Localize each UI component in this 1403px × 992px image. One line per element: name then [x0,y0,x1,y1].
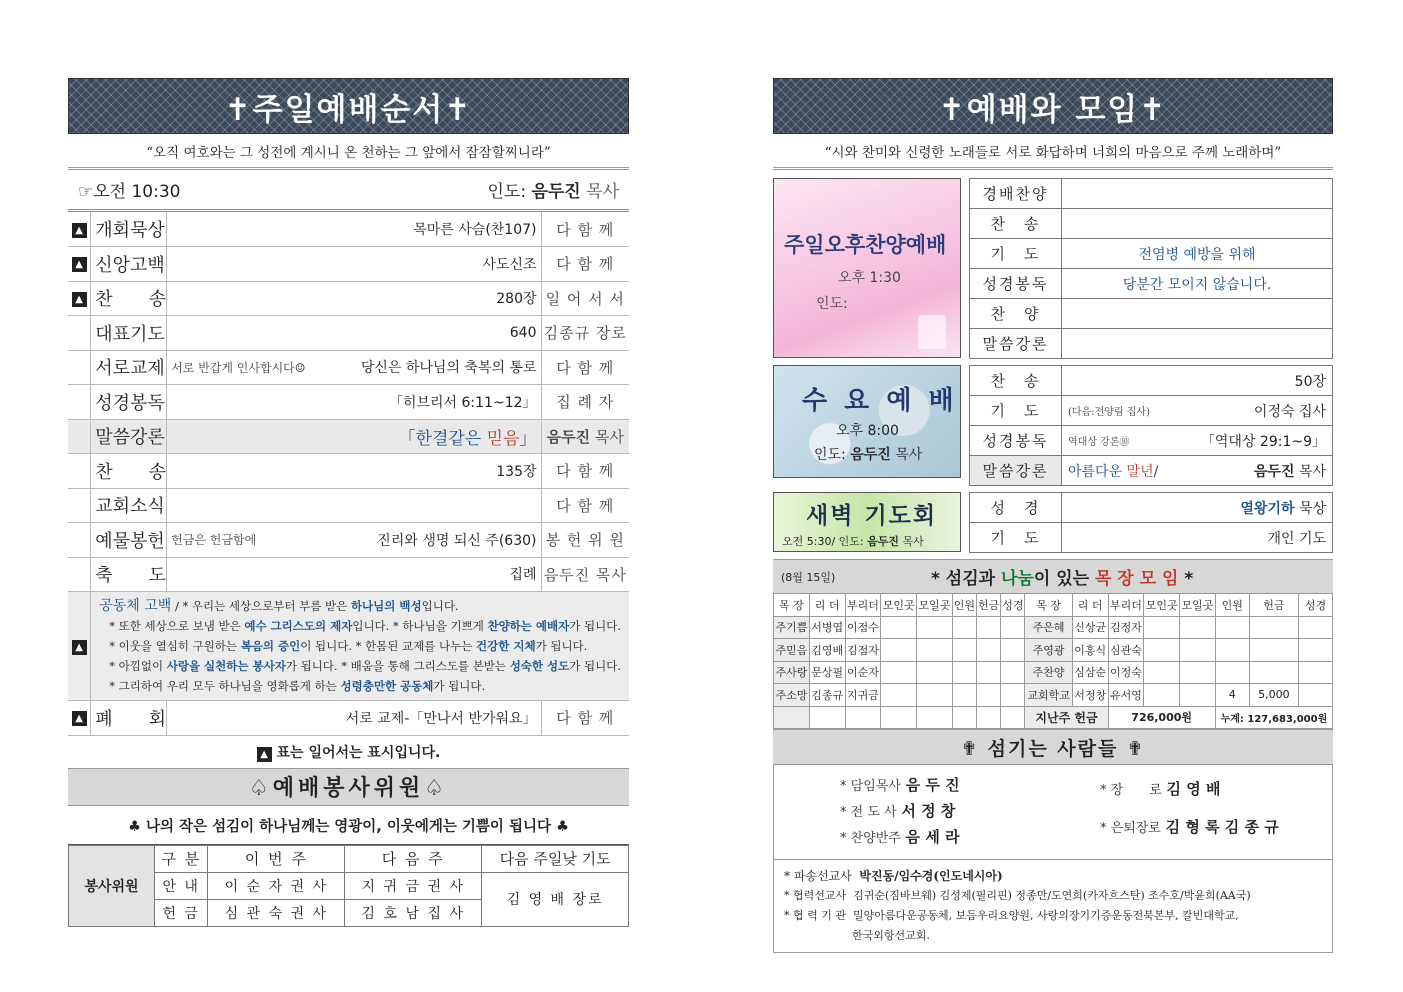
worship-order-banner: ✝주일예배순서✝ [68,78,629,134]
order-who: 다 함 께 [541,488,629,523]
wednesday-title: 수 요 예 배 [802,386,958,416]
order-name: 예물봉헌 [91,523,167,558]
serve-cell: 심 관 숙 권 사 [208,899,345,926]
order-row [68,281,629,316]
serve-table [68,845,629,927]
servers-title: ✟ 섬기는 사람들 ✟ [773,729,1333,765]
order-who: 집 례 자 [541,385,629,420]
order-content-right: 진리와 생명 되신 주(630) [377,532,537,549]
order-who: 다 함 께 [541,454,629,489]
afternoon-time: 오후 1:30 [838,270,901,286]
afternoon-row: 성경봉독 당분간 모이지 않습니다. [970,269,1333,299]
order-row [68,523,629,558]
afternoon-row: 찬 양 [970,299,1333,329]
server-item: * 찬양반주 음 세 라 [840,828,960,846]
order-who: 다 함 께 [541,350,629,385]
serve-header: 다음 주일낮 기도 [482,845,629,872]
offering-total-row: 지난주 헌금 726,000원 누계: 127,683,000원 [774,706,1333,729]
sermon-title-a: 한결같은 [415,428,482,449]
order-who: 음두진 목사 [541,557,629,592]
right-page [773,78,1333,953]
order-who: 일 어 서 서 [541,281,629,316]
order-content-right: 사도신조 [482,256,537,273]
next-prayer: 김 영 배 장로 [482,872,629,926]
order-who: 봉 헌 위 원 [541,523,629,558]
serve-cell: 안 내 [155,872,208,899]
afternoon-title: 주일오후찬양예배 [784,233,947,257]
standing-icon: ▲ [72,223,87,238]
groups-row: 주사랑 문상필 이순자 주찬양 심삼순 이정숙 [774,661,1333,684]
serve-cell: 헌 금 [155,899,208,926]
serve-title: ♤예배봉사위원♤ [68,768,629,806]
order-name: 성경봉독 [91,385,167,420]
standing-icon: ▲ [72,640,87,655]
order-name: 서로교제 [91,350,167,385]
worship-order-table [68,212,629,736]
order-content-right: 135장 [496,463,537,480]
order-name: 개회묵상 [91,212,167,247]
groups-header: 목 장 리 더 부리더 모인곳 모일곳 인원 헌금 성경 목 장 리 더 부리더 모인곳 모일곳 인원 헌금 성경 [774,594,1333,617]
order-row [68,350,629,385]
wednesday-lead-name: 음두진 [850,447,891,463]
order-row [68,488,629,523]
dawn-prayer-image: 새벽 기도회 오전 5:30/ 인도: 음두진 목사 [773,492,961,552]
wednesday-time: 오후 8:00 [836,423,899,439]
server-item: * 담임목사 음 두 진 [840,776,960,794]
order-name: 말씀강론 [91,419,167,454]
lead-name: 음두진 [531,182,581,202]
order-row [68,247,629,282]
standing-icon: ▲ [72,257,87,272]
afternoon-service-image [773,178,961,358]
servers-list [773,765,1333,860]
closing-row: ▲ 폐 회 서로 교제-「만나서 반가워요」 다 함 께 [68,701,629,736]
services-banner: ✝예배와 모임✝ [773,78,1333,134]
afternoon-lead: 인도: [816,296,848,312]
groups-row: 주기쁨 서병엽 이점수 주은혜 신상균 김정자 [774,616,1333,639]
lead-title: 목사 [586,182,619,202]
order-name: 폐 회 [91,701,167,736]
standing-icon: ▲ [257,747,272,762]
order-content-right: 목마른 사슴(찬107) [413,222,537,238]
order-content: 서로 반갑게 인사합시다☺ [171,360,306,375]
left-verse: “오직 여호와는 그 성전에 계시니 온 천하는 그 앞에서 잠잠할찌니라” [68,134,629,170]
order-content-right: 집례 [509,567,537,584]
order-who: 다 함 께 [541,247,629,282]
server-item: * 전 도 사 서 정 창 [840,802,956,820]
serve-header: 이 번 주 [208,845,345,872]
order-row [68,557,629,592]
order-name: 축 도 [91,557,167,592]
order-name: 찬 송 [91,454,167,489]
server-item: * 은퇴장로 김 형 록 김 종 규 [1100,818,1279,836]
serve-message: ♣ 나의 작은 섬김이 하나님께는 영광이, 이웃에게는 기쁨이 됩니다 ♣ [68,806,629,845]
server-item: * 장 로 김 영 배 [1100,780,1221,798]
wednesday-table: 찬 송 50장 기 도 (다음:전양림 집사) 이정숙 집사 성경봉독 역대상 강론⑩ 「역대상 29:1~9」 말씀강론 아름다운 말년/ 음두진 목사 [969,365,1333,486]
groups-row: 주믿음 김영배 김점자 주영광 이홍식 심관숙 [774,639,1333,662]
afternoon-table [969,178,1333,359]
sermon-row: 말씀강론 「한결같은 믿음」 음두진 목사 [68,419,629,454]
order-content-right: 「히브리서 6:11~12」 [388,394,537,411]
order-who: 다 함 께 [541,212,629,247]
groups-title: * 섬김과 나눔이 있는 목 장 모 임 * [931,569,1194,589]
serve-cell: 이 순 자 권 사 [208,872,345,899]
serve-cell: 지 귀 금 권 사 [345,872,482,899]
small-groups [773,559,1333,729]
order-name: 찬 송 [91,281,167,316]
dawn-table: 성 경 열왕기하 묵상 기 도 개인 기도 [969,492,1333,553]
standing-icon: ▲ [72,711,87,726]
afternoon-row: 경배찬양 [970,179,1333,209]
order-row [68,385,629,420]
order-content: 헌금은 헌금함에 [171,533,257,548]
order-row [68,212,629,247]
sermon-title-b: 믿음 [486,428,520,449]
wednesday-service-image: 수 요 예 배 오후 8:00 인도: 음두진 목사 [773,365,961,478]
right-verse: “시와 찬미와 신령한 노래들로 서로 화답하며 너희의 마음으로 주께 노래하며” [773,134,1333,170]
standing-note: ▲ 표는 일어서는 표시입니다. [68,736,629,768]
groups-date: (8월 15일) [781,570,836,584]
dawn-title: 새벽 기도회 [806,503,938,529]
serve-header: 다 음 주 [345,845,482,872]
order-row [68,454,629,489]
left-page [68,78,629,927]
order-name: 신앙고백 [91,247,167,282]
groups-row: 주소망 김종규 지귀금 교회학교 서정창 유서영 4 5,000 [774,684,1333,707]
creed-row: ▲ 공동체 고백 / * 우리는 세상으로부터 부름 받은 하나님의 백성입니다. * 또한 세상으로 보냄 받은 예수 그리스도의 제자입니다. * 하나님을 기쁘게 찬양하는 예배자가 됩니다. * 이웃을 열심히 구원하는 복음의 증인이 됩니다. * 한몸된 교제를 나누는 건강한 지체가 됩니다. * 아낌없이 사랑을 실천하는 봉사자가 됩니다. * 배움을 통해 그리스도를 본받는 성숙한 성도가 됩니다. * 그리하여 우리 모두 하나님을 영화롭게 하는 성령충만한 공동체가 됩니다. [68,592,629,701]
serve-label: 봉사위원 [69,845,155,926]
afternoon-row: 기 도 전염병 예방을 위해 [970,239,1333,269]
order-content-right: 당신은 하나님의 축복의 통로 [360,360,537,377]
serve-header: 구 분 [155,845,208,872]
order-name: 교회소식 [91,488,167,523]
lead-label: 인도: [487,182,527,202]
groups-table [773,593,1333,729]
afternoon-row: 찬 송 [970,209,1333,239]
order-content-right: 280장 [496,291,537,308]
standing-icon: ▲ [72,292,87,307]
serve-cell: 김 호 남 집 사 [345,899,482,926]
order-content-right: 640 [509,324,537,341]
missions: * 파송선교사 박진동/임수경(인도네시아) * 협력선교사 김귀순(짐바브웨) 김성제(필리핀) 정종만/도연희(카자흐스탄) 조수호/박윤희(AA국) * 협 력 기 관 밀양아름다운공동체, 보듬우리요양원, 사랑의장기기증운동전북본부, 칼빈대학교, 한국외항선교회. [773,860,1333,953]
order-who: 김종규 장로 [541,316,629,351]
service-time: ☞오전 10:30 [78,182,181,202]
order-name: 대표기도 [91,316,167,351]
order-row [68,316,629,351]
afternoon-row: 말씀강론 [970,329,1333,359]
service-time-row [68,170,629,212]
